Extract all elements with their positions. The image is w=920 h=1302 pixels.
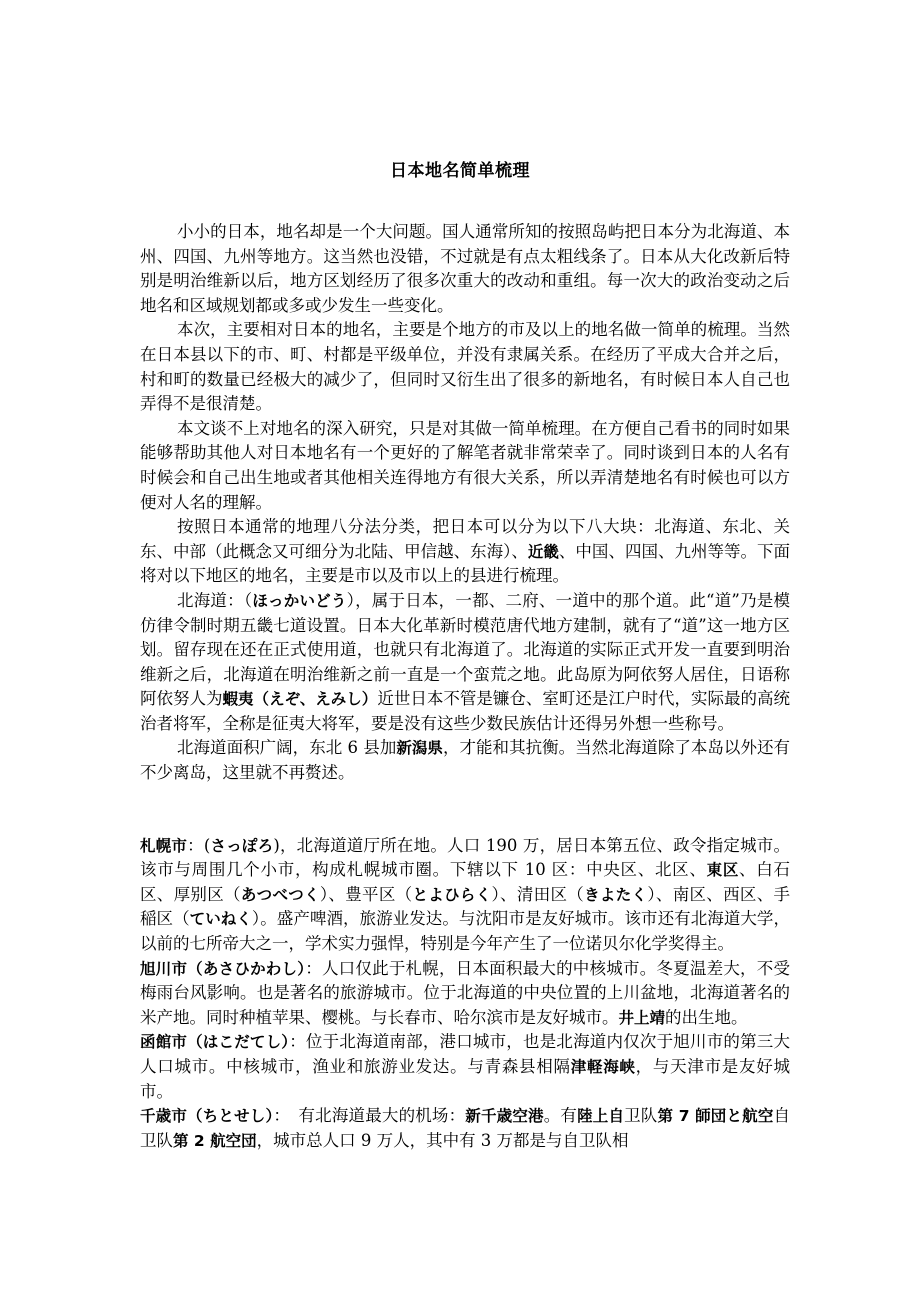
hokkaido-reading: ほっかいどう [252, 591, 347, 610]
teine-reading: ていねく [189, 910, 252, 929]
document-body [140, 220, 790, 1153]
hokkaido-paragraph [140, 589, 790, 737]
sapporo-text-m: ）。盛产啤酒，旅游业发达。与沈阳市是友好城市。该市还有北海道大学，以前的七所帝大之一，学术实力强悍，特别是今年产生了一位诺贝尔化学奖得主。 [140, 909, 790, 954]
spacer [140, 786, 790, 810]
asahikawa-text-a: ：人口仅此于札幌，日本面积最大的中核城市。冬夏温差大，不受梅雨台风影响。也是著名的旅游城市。位于北海道的中央位置的上川盆地，北海道著名的米产地。同时种植苹果、樱桃。与长春市、哈尔滨市是友好城市。 [140, 958, 790, 1027]
hakodate-text-a: ：位于北海道南部，港口城市，也是北海道内仅次于旭川市的第三大人口城市。中核城市，渔业和旅游业发达。与青森县相隔 [140, 1032, 790, 1076]
toyohira-reading: とよひらく [412, 885, 492, 904]
air-wing-2-term: 第 2 航空団 [173, 1131, 257, 1150]
asahikawa-name: 旭川市（あさひかわし） [140, 959, 306, 978]
chitose-text-c: 。有 [543, 1106, 578, 1126]
asahikawa-entry [140, 957, 790, 1031]
higashi-ku: 東区 [706, 861, 740, 880]
ezo-term: 蝦夷（えぞ、えみし） [222, 690, 378, 709]
hokkaido-text-e: 近世日本不管是镰仓、室町还是江户时代，实际最的高统治者将军，全称是征夷大将军，要是没有这些少数民族估计还得另外想一些称号。 [140, 689, 791, 733]
hakodate-entry [140, 1030, 790, 1104]
spacer [140, 810, 790, 834]
kinki-term: 近畿 [527, 542, 559, 561]
sapporo-text-g: ）、豊平区（ [319, 884, 413, 904]
regions-text-a: 按照日本通常的地理八分法分类，把日本可以分为以下八大块：北海道、东北、关东、中部（此概念又可细分为北陆、甲信越、东海）、 [140, 517, 790, 561]
kiyota-reading: きよたく [584, 885, 648, 904]
sapporo-name: 札幌市 [140, 836, 188, 855]
new-chitose-airport: 新千歳空港 [465, 1107, 544, 1126]
tsugaru-strait: 津軽海峡 [570, 1058, 636, 1076]
intro-paragraph-3: 本文谈不上对地名的深入研究，只是对其做一简单梳理。在方便自己看书的同时如果能够帮助其他人对日本地名有一个更好的了解笔者就非常荣幸了。同时谈到日本的人名有时候会和自己出生地或者其他相关连得地方有很大关系，所以弄清楚地名有时候也可以方便对人名的理解。 [140, 418, 790, 512]
hakodate-text-c: ，与天津市是友好城市。 [140, 1057, 790, 1101]
sapporo-entry [140, 834, 790, 957]
intro-paragraph-1: 小小的日本，地名却是一个大问题。国人通常所知的按照岛屿把日本分为北海道、本州、四国、九州等地方。这当然也没错，不过就是有点太粗线条了。日本从大化改新后特别是明治维新以后，地方区划经历了很多次重大的改动和重组。每一次大的政治变动之后地名和区域规划都或多或少发生一些变化。 [140, 222, 790, 315]
sapporo-text-k: ）、南区、西区、手稲区（ [140, 884, 791, 929]
regions-text-c: 、中国、四国、九州等等。下面将对以下地区的地名，主要是市以及市以上的县进行梳理。 [140, 541, 791, 586]
division-7-term: 第 7 師団と航空 [657, 1107, 774, 1126]
hakodate-name: 函館市（はこだてし） [140, 1033, 290, 1052]
sapporo-reading: さっぽろ [210, 836, 274, 855]
regions-paragraph [140, 515, 790, 589]
sapporo-text-e: 、白石区、厚别区（ [140, 860, 790, 904]
chitose-entry [140, 1104, 790, 1153]
asahikawa-text-c: 的出生地。 [665, 1007, 748, 1027]
atsubetsu-reading: あつべつく [240, 885, 320, 904]
sapporo-text-i: ）、清田区（ [491, 884, 585, 904]
sapporo-text-a: ：( [187, 835, 211, 855]
chitose-name: 千歳市（ちとせし） [140, 1107, 274, 1126]
niigata-term: 新潟県 [396, 739, 443, 758]
area-text-c: ，才能和其抗衡。当然北海道除了本岛以外还有不少离岛，这里就不再赘述。 [140, 738, 791, 783]
chitose-text-g: 自卫队 [140, 1106, 791, 1150]
document-title: 日本地名简单梳理 [390, 161, 530, 181]
gsdf-term: 陸上自 [577, 1107, 625, 1126]
sapporo-text-c: )，北海道道厅所在地。人口 190 万，居日本第五位、政令指定城市。该市与周围几个小市，构成札幌城市圈。下辖以下 10 区：中央区、北区、 [140, 835, 790, 880]
hokkaido-area-paragraph [140, 736, 790, 785]
hokkaido-text-a: 北海道：（ [177, 590, 253, 610]
chitose-text-i: ，城市总人口 9 万人，其中有 3 万都是与自卫队相 [256, 1130, 629, 1150]
chitose-text-a: ： 有北海道最大的机场： [273, 1106, 466, 1126]
area-text-a: 北海道面积广阔，东北 6 县加 [177, 738, 397, 758]
inoue-yasushi: 井上靖 [618, 1008, 666, 1027]
intro-paragraph-2: 本次，主要相对日本的地名，主要是个地方的市及以上的地名做一简单的梳理。当然在日本县以下的市、町、村都是平级单位，并没有隶属关系。在经历了平成大合并之后，村和町的数量已经极大的减少了，但同时又衍生出了很多的新地名，有时候日本人自己也弄得不是很清楚。 [140, 320, 790, 414]
hokkaido-text-c: ），属于日本，一都、二府、一道中的那个道。此“道”乃是模仿律令制时期五畿七道设置。日本大化革新时模范唐代地方建制，就有了“道”这一地方区划。留存现在还在正式使用道，也就只有北海道了。北海道的实际正式开发一直要到明治维新之后，北海道在明治维新之前一直是一个蛮荒之地。此岛原为阿依努人居住，日语称阿依努人为 [140, 590, 790, 709]
chitose-text-e: 卫队 [624, 1106, 658, 1126]
